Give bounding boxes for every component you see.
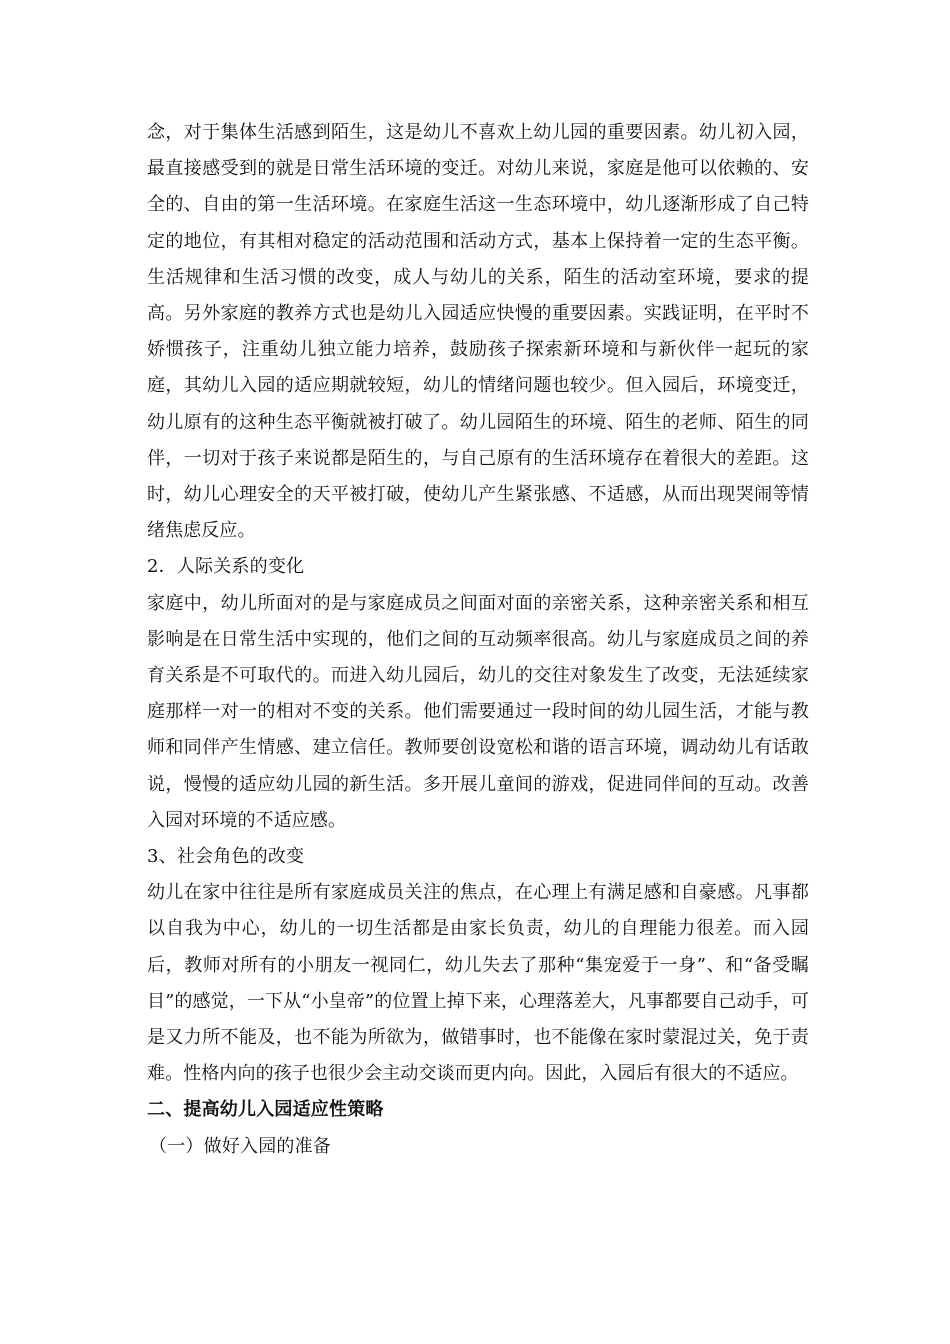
body-paragraph-environment: 念，对于集体生活感到陌生，这是幼儿不喜欢上幼儿园的重要因素。幼儿初入园，最直接感受到的就是日常生活环境的变迁。对幼儿来说，家庭是他可以依赖的、安全的、自由的第一生活环境。在家庭生活这一生态环境中，幼儿逐渐形成了自己特定的地位，有其相对稳定的活动范围和活动方式，基本上保持着一定的生态平衡。生活规律和生活习惯的改变，成人与幼儿的关系，陌生的活动室环境，要求的提高。另外家庭的教养方式也是幼儿入园适应快慢的重要因素。实践证明，在平时不娇惯孩子，注重幼儿独立能力培养，鼓励孩子探索新环境和与新伙伴一起玩的家庭，其幼儿入园的适应期就较短，幼儿的情绪问题也较少。但入园后，环境变迁，幼儿原有的这种生态平衡就被打破了。幼儿园陌生的环境、陌生的老师、陌生的同伴，一切对于孩子来说都是陌生的，与自己原有的生活环境存在着很大的差距。这时，幼儿心理安全的天平被打破，使幼儿产生紧张感、不适感，从而出现哭闹等情绪焦虑反应。 xyxy=(147,122,809,542)
subheading-preparation: （一）做好入园的准备 xyxy=(149,1135,331,1157)
subheading-interpersonal-relations: 2．人际关系的变化 xyxy=(147,556,305,578)
subheading-social-role: 3、社会角色的改变 xyxy=(147,846,305,868)
body-paragraph-social-role: 幼儿在家中往往是所有家庭成员关注的焦点，在心理上有满足感和自豪感。凡事都以自我为中心，幼儿的一切生活都是由家长负责，幼儿的自理能力很差。而入园后，教师对所有的小朋友一视同仁，幼儿失去了那种“集宠爱于一身”、和“备受瞩目”的感觉，一下从“小皇帝”的位置上掉下来，心理落差大，凡事都要自己动手，可是又力所不能及，也不能为所欲为，做错事时，也不能像在家时蒙混过关，免于责难。性格内向的孩子也很少会主动交谈而更内向。因此，入园后有很大的不适应。 xyxy=(147,882,809,1085)
document-body xyxy=(147,115,809,1165)
body-paragraph-interpersonal: 家庭中，幼儿所面对的是与家庭成员之间面对面的亲密关系，这种亲密关系和相互影响是在日常生活中实现的，他们之间的互动频率很高。幼儿与家庭成员之间的养育关系是不可取代的。而进入幼儿园后，幼儿的交往对象发生了改变，无法延续家庭那样一对一的相对不变的关系。他们需要通过一段时间的幼儿园生活，才能与教师和同伴产生情感、建立信任。教师要创设宽松和谐的语言环境，调动幼儿有话敢说，慢慢的适应幼儿园的新生活。多开展儿童间的游戏，促进同伴间的互动。改善入园对环境的不适应感。 xyxy=(147,592,809,831)
section-heading-strategies: 二、提高幼儿入园适应性策略 xyxy=(147,1099,384,1121)
